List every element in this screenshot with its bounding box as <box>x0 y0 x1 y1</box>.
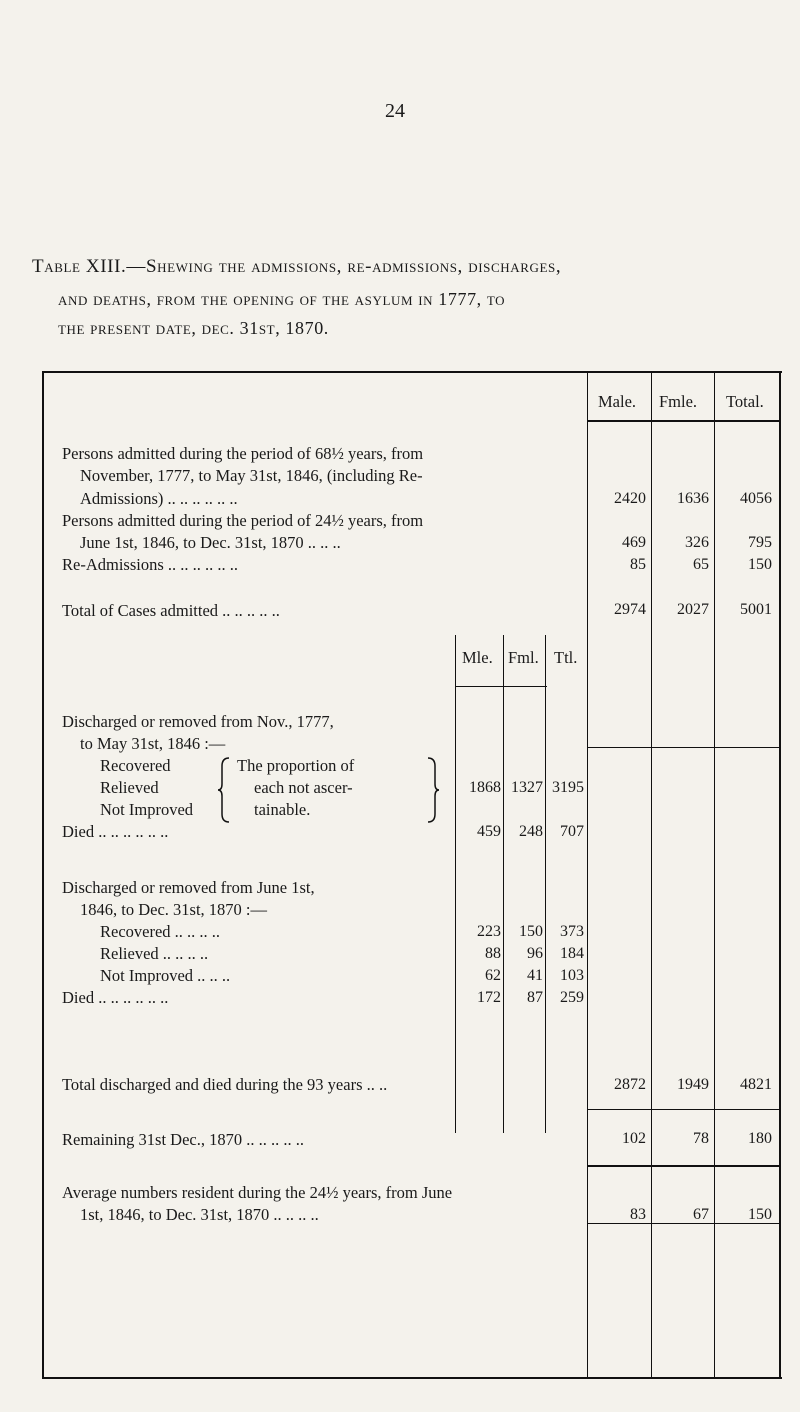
total-admitted-female: 2027 <box>677 601 709 618</box>
period1-relieved: Relieved <box>100 778 159 797</box>
period2-not-improved-male: 62 <box>485 967 501 984</box>
total-admitted-total: 5001 <box>740 601 772 618</box>
period2-died-label: Died .. .. .. .. .. .. <box>62 988 169 1007</box>
total-discharged-female: 1949 <box>677 1076 709 1093</box>
period1-note-line-3: tainable. <box>254 800 311 819</box>
period1-combined-female: 1327 <box>511 779 543 796</box>
row1-text-line-2: November, 1777, to May 31st, 1846, (including Re- <box>80 466 423 485</box>
row1-text-line-3: Admissions) .. .. .. .. .. .. <box>80 489 238 508</box>
row2-text-line-1: Persons admitted during the period of 24½ years, from <box>62 511 424 530</box>
header-total: Total. <box>726 392 764 411</box>
table-title-line-1: Table XIII.—Shewing the admissions, re-admissions, discharges, <box>32 256 562 277</box>
row1-female: 1636 <box>677 490 709 507</box>
period2-recovered-label: Recovered .. .. .. .. <box>100 922 221 941</box>
period1-heading-line-2: to May 31st, 1846 :— <box>80 734 226 753</box>
total-discharged-male: 2872 <box>614 1076 646 1093</box>
table-title-line-2: and deaths, from the opening of the asylum in 1777, to <box>58 289 506 309</box>
average-female: 67 <box>693 1206 709 1223</box>
row2-male: 469 <box>622 534 646 551</box>
period2-recovered-female: 150 <box>519 923 543 940</box>
sub-header-female: Fml. <box>508 648 539 667</box>
right-brace-icon <box>426 756 440 824</box>
period1-note-line-2: each not ascer- <box>254 778 353 797</box>
period1-combined-total: 3195 <box>552 779 584 796</box>
period1-not-improved: Not Improved <box>100 800 194 819</box>
row2-total: 795 <box>748 534 772 551</box>
period2-heading-line-2: 1846, to Dec. 31st, 1870 :— <box>80 900 267 919</box>
period2-relieved-male: 88 <box>485 945 501 962</box>
total-admitted-text: Total of Cases admitted .. .. .. .. .. <box>62 601 280 620</box>
row1-male: 2420 <box>614 490 646 507</box>
row1-text-line-1: Persons admitted during the period of 68½ years, from <box>62 444 424 463</box>
period1-died-total: 707 <box>560 823 584 840</box>
left-brace-icon <box>217 756 231 824</box>
readmissions-total: 150 <box>748 556 772 573</box>
period2-died-male: 172 <box>477 989 501 1006</box>
period2-died-total: 259 <box>560 989 584 1006</box>
remaining-male: 102 <box>622 1130 646 1147</box>
period2-not-improved-label: Not Improved .. .. .. <box>100 966 231 985</box>
period2-died-female: 87 <box>527 989 543 1006</box>
total-admitted-male: 2974 <box>614 601 646 618</box>
period1-recovered: Recovered <box>100 756 171 775</box>
remaining-total: 180 <box>748 1130 772 1147</box>
period2-heading-line-1: Discharged or removed from June 1st, <box>62 878 315 897</box>
average-text-line-2: 1st, 1846, to Dec. 31st, 1870 .. .. .. .. <box>80 1205 319 1224</box>
period2-relieved-female: 96 <box>527 945 543 962</box>
period1-heading-line-1: Discharged or removed from Nov., 1777, <box>62 712 334 731</box>
average-total: 150 <box>748 1206 772 1223</box>
header-female: Fmle. <box>659 392 698 411</box>
total-discharged-total: 4821 <box>740 1076 772 1093</box>
sub-header-male: Mle. <box>462 648 493 667</box>
period2-relieved-total: 184 <box>560 945 584 962</box>
period2-recovered-total: 373 <box>560 923 584 940</box>
period1-combined-male: 1868 <box>469 779 501 796</box>
table-title-line-3: the present date, dec. 31st, 1870. <box>58 318 329 338</box>
sub-header-total: Ttl. <box>554 648 578 667</box>
row1-total: 4056 <box>740 490 772 507</box>
period1-died-female: 248 <box>519 823 543 840</box>
period2-recovered-male: 223 <box>477 923 501 940</box>
row2-text-line-2: June 1st, 1846, to Dec. 31st, 1870 .. .. .. <box>80 533 341 552</box>
readmissions-text: Re-Admissions .. .. .. .. .. .. <box>62 555 239 574</box>
period2-relieved-label: Relieved .. .. .. .. <box>100 944 209 963</box>
readmissions-female: 65 <box>693 556 709 573</box>
header-male: Male. <box>598 392 637 411</box>
period1-note-line-1: The proportion of <box>237 756 355 775</box>
row2-female: 326 <box>685 534 709 551</box>
average-text-line-1: Average numbers resident during the 24½ years, from June <box>62 1183 453 1202</box>
remaining-text: Remaining 31st Dec., 1870 .. .. .. .. .. <box>62 1130 304 1149</box>
period2-not-improved-female: 41 <box>527 967 543 984</box>
period1-died-label: Died .. .. .. .. .. .. <box>62 822 169 841</box>
period1-died-male: 459 <box>477 823 501 840</box>
readmissions-male: 85 <box>630 556 646 573</box>
average-male: 83 <box>630 1206 646 1223</box>
page-number: 24 <box>385 100 405 122</box>
total-discharged-text: Total discharged and died during the 93 years .. .. <box>62 1075 388 1094</box>
remaining-female: 78 <box>693 1130 709 1147</box>
period2-not-improved-total: 103 <box>560 967 584 984</box>
